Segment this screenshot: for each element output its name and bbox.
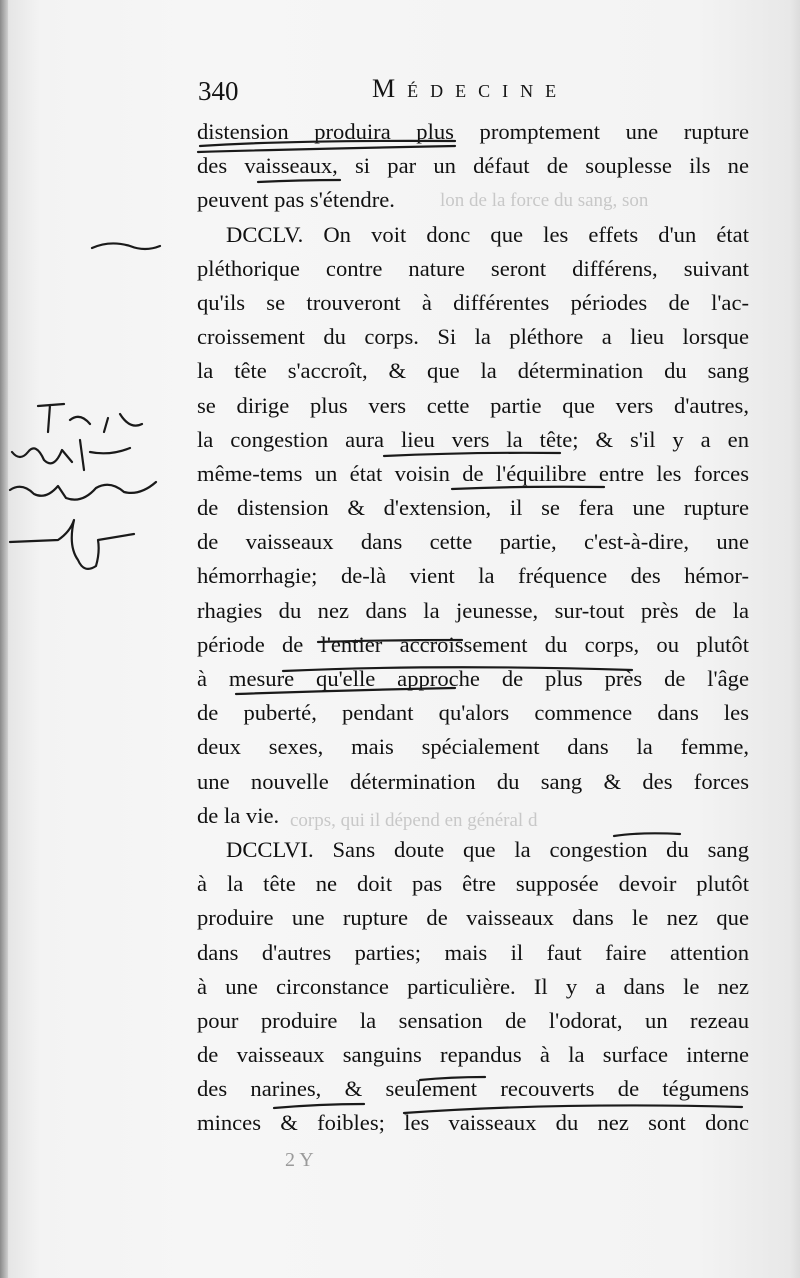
- text-line: DCCLV. On voit donc que les effets d'un état: [226, 221, 749, 247]
- bleed-through-text: corps, qui il dépend en général d: [290, 810, 538, 831]
- text-line: croissement du corps. Si la pléthore a lieu lorsque: [197, 324, 749, 350]
- text-line: à la tête ne doit pas être supposée devoir plutôt: [197, 871, 749, 897]
- text-line: la congestion aura lieu vers la tête; & s'il y a en: [197, 426, 749, 452]
- page-number: 340: [198, 76, 239, 106]
- text-line: pléthorique contre nature seront différens, suivant: [197, 255, 749, 281]
- text-line: à une circonstance particulière. Il y a dans le nez: [197, 973, 749, 999]
- margin-scribble: [10, 482, 156, 500]
- text-line: de la vie.: [197, 802, 280, 828]
- text-line: distension produira plus promptement une rupture: [197, 119, 749, 144]
- text-line: dans d'autres parties; mais il faut faire attention: [197, 939, 749, 965]
- text-line: des narines, & seulement recouverts de tégumens: [197, 1076, 749, 1102]
- page-gutter: [0, 0, 8, 1278]
- margin-scribble: [12, 440, 130, 470]
- signature-mark: 2 Y: [285, 1149, 314, 1171]
- bleed-through-text: lon de la force du sang, son: [440, 190, 649, 211]
- text-line: à mesure qu'elle approche de plus près de l'âge: [197, 666, 749, 691]
- text-line: deux sexes, mais spécialement dans la femme,: [197, 734, 749, 760]
- text-line: minces & foibles; les vaisseaux du nez sont donc: [197, 1110, 749, 1136]
- text-line: hémorrhagie; de-là vient la fréquence des hémor-: [197, 563, 749, 589]
- margin-scribble: [10, 520, 134, 569]
- text-line: même-tems un état voisin de l'équilibre entre les forces: [197, 460, 749, 486]
- text-line: une nouvelle détermination du sang & des forces: [197, 768, 749, 794]
- text-line: de puberté, pendant qu'alors commence dans les: [197, 700, 749, 726]
- running-title: Médecine: [372, 74, 569, 103]
- text-line: produire une rupture de vaisseaux dans le nez que: [197, 905, 749, 931]
- margin-scribble: [38, 404, 142, 432]
- text-line: rhagies du nez dans la jeunesse, sur-tout près de la: [197, 597, 749, 623]
- margin-scribble: [92, 243, 160, 249]
- text-line: période de l'entier accroissement du corps, ou plutôt: [197, 631, 749, 657]
- running-head: [198, 74, 758, 114]
- text-line: se dirige plus vers cette partie que vers d'autres,: [197, 392, 749, 418]
- text-line: pour produire la sensation de l'odorat, un rezeau: [197, 1007, 749, 1033]
- text-line: de vaisseaux sanguins repandus à la surface interne: [197, 1042, 749, 1068]
- text-line: DCCLVI. Sans doute que la congestion du sang: [226, 836, 749, 862]
- text-line: de distension & d'extension, il se fera une rupture: [197, 495, 749, 521]
- text-line: des vaisseaux, si par un défaut de souplesse ils ne: [197, 153, 749, 179]
- text-line: la tête s'accroît, & que la détermination du sang: [197, 358, 749, 384]
- text-line: peuvent pas s'étendre.: [197, 187, 395, 213]
- body-text: [197, 115, 749, 1141]
- text-line: de vaisseaux dans cette partie, c'est-à-dire, une: [197, 529, 749, 555]
- text-line: qu'ils se trouveront à différentes périodes de l'ac-: [197, 289, 749, 315]
